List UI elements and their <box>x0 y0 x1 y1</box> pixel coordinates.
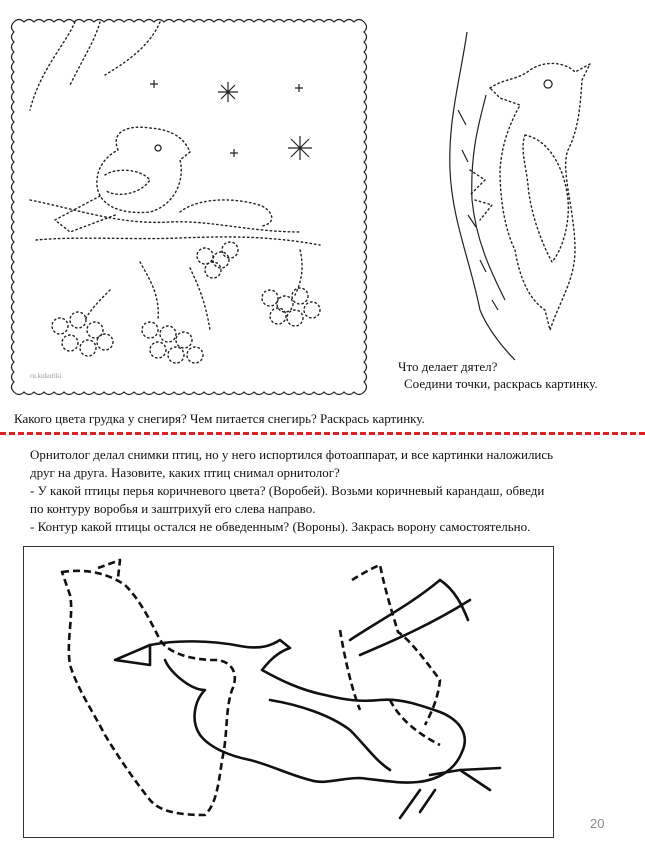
page-number: 20 <box>590 816 605 831</box>
task-line-3: - У какой птицы перья коричневого цвета? (Воробей). Возьми коричневый карандаш, обведи <box>30 483 545 498</box>
sparrow-wing <box>340 630 440 745</box>
task-line-2: друг на друга. Назовите, каких птиц снимал орнитолог? <box>30 465 340 480</box>
task-line-4: по контуру воробья и заштрихуй его слева направо. <box>30 501 316 516</box>
task-line-1: Орнитолог делал снимки птиц, но у него испортился фотоаппарат, и все картинки наложились <box>30 447 554 462</box>
crow-tail-lines <box>350 580 470 655</box>
crow-wing <box>270 700 390 770</box>
woodpecker-instruction: Соедини точки, раскрась картинку. <box>404 376 598 391</box>
sparrow-outline <box>62 560 235 815</box>
crow-feet <box>400 768 500 818</box>
crow-beak <box>115 645 150 665</box>
crow-outline <box>150 640 465 783</box>
task-line-5: - Контур какой птицы остался не обведенным? (Вороны). Закрась ворону самостоятельно. <box>30 519 531 534</box>
woodpecker-question: Что делает дятел? <box>398 359 498 374</box>
watermark-text: ru.kukuriki <box>30 372 62 380</box>
bullfinch-caption: Какого цвета грудка у снегиря? Чем питается снегирь? Раскрась картинку. <box>14 411 425 426</box>
